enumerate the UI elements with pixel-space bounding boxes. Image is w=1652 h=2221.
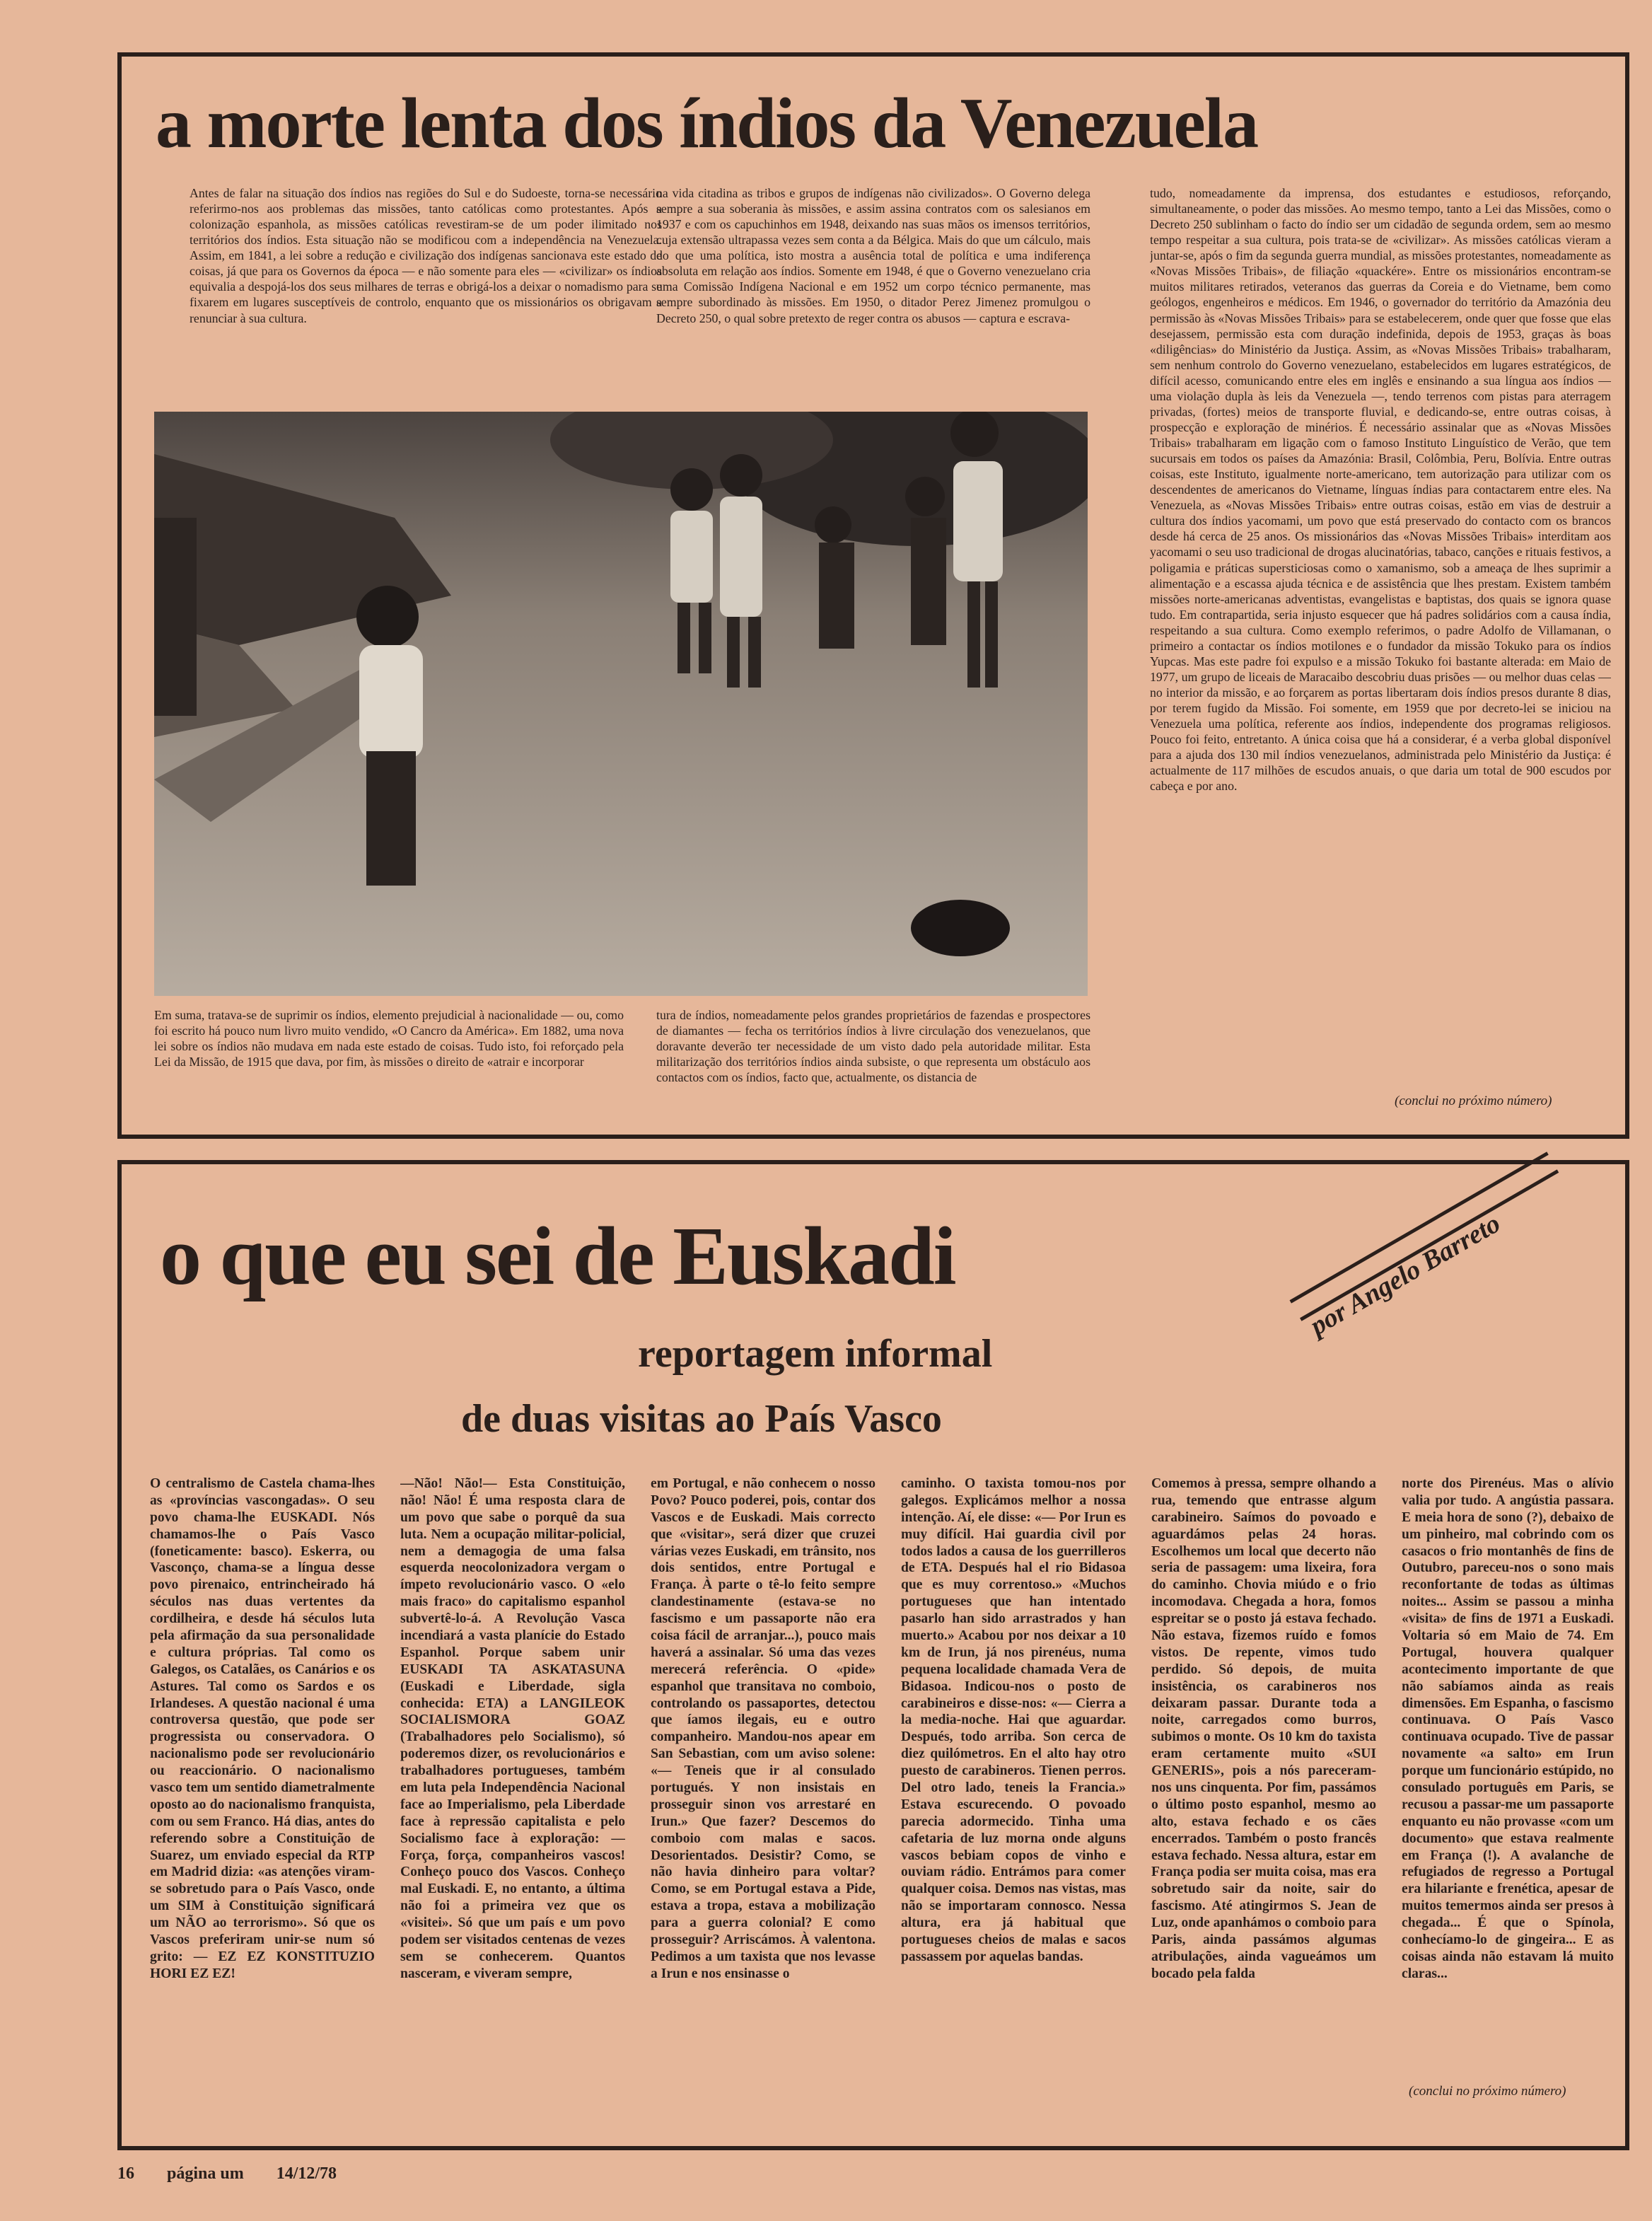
article-column: Em suma, tratava-se de suprimir os índios, elemento prejudicial à nacionalidade — ou, como foi escrito há pouco num livro muito vendido, «O Cancro da América». Em 1882, uma nova lei sobre os índios não mudava em nada este estado de coisas. Tudo isto, foi reforçado pela Lei da Missão, de 1915 que dava, por fim, às missões o direito de «atrair e incorporar [154, 1008, 624, 1069]
article-column: Antes de falar na situação dos índios nas regiões do Sul e do Sudoeste, torna-se necessário referirmo-nos aos problemas das missões, tanto católicas como protestantes. Após a colonização espanhola, as missões católicas revestiram-se de um poder ilimitado nos territórios dos índios. Esta situação não se modificou com a independência na Venezuela. Assim, em 1841, a lei sobre a redução e civilização dos indígenas sancionava este estado de coisas, já que para os Governos da época — e não somente para eles — «civilizar» os índios equivalia a despojá-los dos seus milhares de terras e obrigá-los a deixar o nomadismo para se fixarem em lugares susceptíveis de controlo, enquanto que os missionários os obrigavam a renunciar à sua cultura. [190, 186, 662, 325]
publication-name: página um [167, 2164, 244, 2183]
article-column: tudo, nomeadamente da imprensa, dos estudantes e estudiosos, reforçando, simultaneamente, o poder das missões. Ao mesmo tempo, tanto a Lei das Missões, como o Decreto 250 sublinham o facto do índio ser um cidadão de segunda ordem, sem ao mesmo tempo respeitar a sua cultura, pois trata-se de «civilizar». As missões católicas vieram a juntar-se, após o fim da segunda guerra mundial, as missões protestantes, nomeadamente as «Novas Missões Tribais», de filiação «quackére». Entre os missionários encontram-se muitos militares retirados, veteranos das guerras da Coreia e do Vietname, bem como geólogos, engenheiros e médicos. Em 1946, o governador do território da Amazónia deu permissão às «Novas Missões Tribais» para se estabelecerem, onde quer que fosse que elas desejassem, permissão esta com duração indefinida, depois de 1953, graças às boas «diligências» do Ministério da Justiça. Assim, as «Novas Missões Tribais» trabalharam, sem nenhum controlo do Governo venezuelano, estabelecidos em lugares estratégicos, de difícil acesso, comunicando entre eles em inglês e ensinando a sua língua aos índios — uma violação dupla às leis da Venezuela —, tendo terrenos com pistas para aterragem privadas, (fortes) meios de transporte fluvial, e dedicando-se, entre outras coisas, à prospecção e exploração de minérios. É necessário assinalar que as «Novas Missões Tribais» trabalharam em ligação com o famoso Instituto Linguístico de Verão, que tem sucursais em todos os países da Amazónia: Brasil, Colômbia, Peru, Bolívia. Entre outras coisas, este Instituto, igualmente norte-americano, tem autorização para utilizar com os descendentes de americanos do Vietname, línguas índias para contactarem entre eles. Na Venezuela, as «Novas Missões Tribais» entre outras coisas, estão em vias de destruir a cultura dos índios yacomami, um povo que está preservado do contacto com os brancos desde há cerca de 25 anos. Os missionários das «Novas Missões Tribais» interditam aos yacomami o seu uso tradicional de drogas alucinatórias, tabaco, canções e rituais festivos, a poligamia e práticas supersticiosas como o xamanismo, sob a ameaça de lhes suprimir a alimentação e a escassa ajuda técnica e de assistência que lhes prestam. Existem também missões norte-americanas adventistas, evangelistas e baptistas, dos quais se ignora quase tudo. Em contrapartida, seria injusto esquecer que há padres solidários com a causa índia, respeitando a sua cultura. Como exemplo referimos, o padre Adolfo de Villamanan, o primeiro a contactar os índios motilones e o fundador da missão Tokuko para os índios Yupcas. Mas este padre foi expulso e a missão Tokuko foi bastante alterada: em Maio de 1977, um grupo de liceais de Maracaibo descobriu duas prisões — ou melhor duas celas — no interior da missão, e ao forçarem as portas libertaram dois índios presos durante 8 dias, por terem fugido da Missão. Foi somente, em 1959 que por decreto-lei se iniciou na Venezuela uma política, referente aos índios, independente dos programas religiosos. Pouco foi feito, entretanto. A única coisa que há a considerar, é a verba global disponível para a ajuda dos 130 mil índios venezuelanos, administrada pelo Ministério da Justiça: é actualmente de 117 milhões de escudos anuais, o que daria um total de 900 escudos por cabeça e por ano. [1150, 186, 1611, 794]
page-footer [117, 2164, 365, 2184]
article-column: em Portugal, e não conhecem o nosso Povo? Pouco poderei, pois, contar dos Vascos e de Euskadi. Mais correcto que «visitar», será dizer que cruzei várias vezes Euskadi, em trânsito, nos dois sentidos, entre Portugal e França. À parte o tê-lo feito sempre clandestinamente (estava-se no fascismo e um passaporte não era coisa fácil de arranjar...), pouco mais haverá a assinalar. Só uma das vezes merecerá referência. O «pide» espanhol que transitava no comboio, controlando os passaportes, detectou que íamos ilegais, eu e outro companheiro. Mandou-nos apear em San Sebastian, com um aviso solene: «— Teneis que ir al consulado portugués. Y non insistais en prosseguir sinon vos arrestaré en Irun.» Que fazer? Descemos do comboio com malas e sacos. Desorientados. Desistir? Como, se não havia dinheiro para voltar? Como, se em Portugal estava a Pide, estava a tropa, estava a mobilização para a guerra colonial? E como prosseguir? Arriscámos. À valentona. Pedimos a um taxista que nos levasse a Irun e nos ensinasse o [651, 1476, 876, 1981]
article-column: na vida citadina as tribos e grupos de indígenas não civilizados». O Governo delega sempre a sua soberania às missões, e assim assina contratos com os salesianos em 1937 e com os capuchinhos em 1948, deixando nas suas mãos os imensos territórios, cuja extensão ultrapassa vezes sem conta a da Bélgica. Mais do que um cálculo, mais do que uma política, isto mostra a ausência total de política e uma indiferença absoluta em relação aos índios. Somente em 1948, é que o Governo venezuelano cria uma Comissão Indígena Nacional e em 1952 um corpo técnico permanente, mas sempre subordinado às missões. Em 1950, o ditador Perez Jimenez promulgou o Decreto 250, o qual sobre pretexto de reger contra os abusos — captura e escrava- [656, 186, 1090, 325]
issue-date: 14/12/78 [276, 2164, 337, 2183]
article-euskadi [117, 1160, 1629, 2150]
byline-band [1290, 1152, 1559, 1321]
children-photo [154, 412, 1088, 996]
article-column: tura de índios, nomeadamente pelos grandes proprietários de fazendas e prospectores de diamantes — fecha os territórios índios à livre circulação dos venezuelanos, que doravante deverão ter necessidade de um visto dado pela autoridade militar. Esta militarização dos territórios índios ainda subsiste, o que representa um obstáculo aos contactos com os índios, facto que, actualmente, os distancia de [656, 1008, 1090, 1085]
continuation-note: (conclui no próximo número) [1395, 1094, 1552, 1108]
article-venezuela [117, 52, 1629, 1139]
article-subtitle: reportagem informal [638, 1332, 993, 1376]
article-title: o que eu sei de Euskadi [160, 1210, 955, 1302]
article-title: a morte lenta dos índios da Venezuela [156, 83, 1258, 163]
article-column: caminho. O taxista tomou-nos por galegos. Explicámos melhor a nossa intenção. Aí, ele disse: «— Por Irun es muy difícil. Hai guardia civil por todos lados a causa de los guerrilleros de ETA. Después hal el rio Bidasoa que es muy correntoso.» «Muchos portugueses que han intentado pasarlo han sido arrastrados y han muerto.» Acabou por nos deixar a 10 km de Irun, já nos pirenéus, numa pequena localidade chamada Vera de Bidasoa. Indicou-nos o posto de carabineiros e disse-nos: «— Cierra a la media-noche. Hai que aguardar. Después, todo arriba. Son cerca de diez quilómetros. En el alto hay otro puesto de carabineros. Tienen perros. Del otro lado, teneis la Francia.» Estava escurecendo. O povoado parecia adormecido. Tinha uma cafetaria de luz morna onde alguns vascos bebiam copos de vinho e ouviam rádio. Entrámos para comer qualquer coisa. Demos nas vistas, mas não se importaram connosco. Nessa altura, era já habitual que portugueses cheios de malas e sacos passassem por aquelas bandas. [901, 1476, 1126, 1964]
page-number: 16 [117, 2164, 134, 2183]
article-column: —Não! Não!— Esta Constituição, não! Não! É uma resposta clara de um povo que sabe o porquê da sua luta. Nem a ocupação militar-policial, nem a demagogia de uma falsa esquerda neocolonizadora vergam o ímpeto revolucionário vasco. O «elo mais fraco» do capitalismo espanhol subvertê-lo-á. A Revolução Vasca incendiará a vasta planície do Estado Espanhol. Porque sabem unir EUSKADI TA ASKATASUNA (Euskadi e Liberdade, sigla conhecida: ETA) a LANGILEOK SOCIALISMORA GOAZ (Trabalhadores pelo Socialismo), só poderemos dizer, os revolucionários e trabalhadores portugueses, também em luta pela Independência Nacional face ao Imperialismo, pela Liberdade face à repressão capitalista e pelo Socialismo face à exploração: — Força, força, companheiros vascos! Conheço pouco dos Vascos. Conheço mal Euskadi. E, no entanto, a última não foi a primeira vez que os «visitei». Só que um país e um povo podem ser visitados centenas de vezes sem se conhecerem. Quantos nasceram, e viveram sempre, [400, 1476, 625, 1981]
byline-text: por Angelo Barreto [1305, 1208, 1506, 1342]
article-subtitle: de duas visitas ao País Vasco [461, 1397, 942, 1441]
byline [1267, 1208, 1607, 1376]
continuation-note: (conclui no próximo número) [1409, 2084, 1566, 2099]
article-column: O centralismo de Castela chama-lhes as «províncias vascongadas». O seu povo chama-lhe EUSKADI. Nós chamamos-lhe o País Vasco (foneticamente: basco). Eskerra, ou Vasconço, chama-se a língua desse povo pirenaico, entrincheirado há séculos nas duas vertentes da cordilheira, e desde há séculos luta pela afirmação da sua personalidade e cultura próprias. Tal como os Galegos, os Catalães, os Canários e os Astures. Tal como os Sardos e os Irlandeses. A questão nacional é uma controversa questão, que pode ser progressista ou conservadora. O nacionalismo pode ser revolucionário ou reaccionário. O nacionalismo vasco tem um sentido diametralmente oposto ao do nacionalismo franquista, com ou sem Franco. Há dias, antes do referendo sobre a Constituição de Suarez, um enviado especial da RTP em Madrid dizia: «as atenções viram-se sobretudo para o País Vasco, onde um SIM à Constituição significará um NÃO ao terrorismo». Só que os Vascos preferiram unir-se num só grito: — EZ EZ KONSTITUZIO HORI EZ EZ! [150, 1476, 375, 1981]
article-column: norte dos Pirenéus. Mas o alívio valia por tudo. A angústia passara. E meia hora de sono (?), debaixo de um pinheiro, mal cobrindo com os casacos o frio montanhês de fins de Outubro, pareceu-nos o sono mais reconfortante de todas as últimas noites... Assim se passou a minha «visita» de fins de 1971 a Euskadi. Voltaria só em Maio de 74. Em Portugal, houvera qualquer acontecimento importante de que não sabíamos ainda as reais dimensões. Em Espanha, o fascismo continuava. O País Vasco continuava ocupado. Tive de passar novamente «a salto» em Irun porque um funcionário estúpido, no consulado português em Paris, se recusou a passar-me um passaporte enquanto eu não provasse «com um documento» que estava realmente em França (!). A avalanche de refugiados de regresso a Portugal era hilariante e frenética, apesar de muitos temermos ainda ser presos à chegada... É que o Spínola, conhecíamo-lo de gingeira... E as coisas ainda não estavam lá muito claras... [1402, 1476, 1614, 1981]
article-column: Comemos à pressa, sempre olhando a rua, temendo que entrasse algum carabineiro. Saímos do povoado e aguardámos pelas 24 horas. Escolhemos um local que decerto não seria de passagem: uma lixeira, fora do caminho. Chovia miúdo e o frio incomodava. Chegada a hora, fomos espreitar se o posto já estava fechado. Não estava, fizemos ruído e fomos vistos. De repente, vimos tudo perdido. Só depois, de muita insistência, os carabineros nos deixaram passar. Durante toda a noite, carregados como burros, subimos o monte. Os 10 km do taxista eram certamente muito «SUI GENERIS», pois a nós pareceram-nos uns cinquenta. Por fim, passámos o último posto espanhol, mesmo ao alto, estava fechado e os cães encerrados. Também o posto francês estava fechado. Nessa altura, estar em França podia ser muita coisa, mas era sobretudo sair da noite, sair do fascismo. Até atingirmos S. Jean de Luz, onde apanhámos o comboio para Paris, ainda passámos algumas atribulações, ainda vagueámos um bocado pela falda [1151, 1476, 1376, 1981]
